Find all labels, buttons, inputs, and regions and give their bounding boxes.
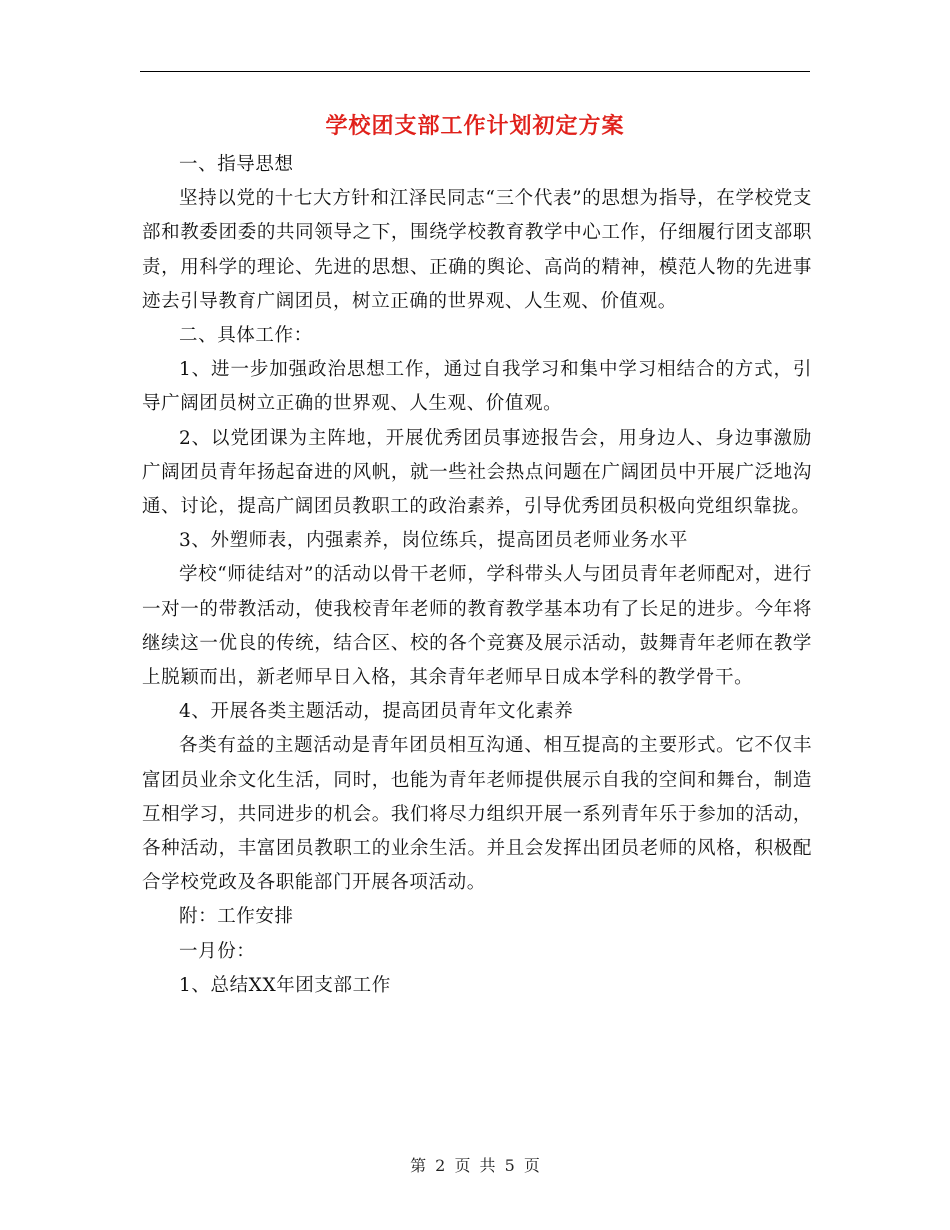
paragraph-item-1: 1、进一步加强政治思想工作，通过自我学习和集中学习相结合的方式，引导广阔团员树立正确的世界观、人生观、价值观。 xyxy=(142,359,812,415)
section-heading-specific-work: 二、具体工作： xyxy=(179,325,313,347)
appendix-heading: 附：工作安排 xyxy=(179,906,294,928)
month-heading-january: 一月份： xyxy=(179,940,256,962)
schedule-item-1: 1、总结XX年团支部工作 xyxy=(179,974,391,996)
subheading-item-3: 3、外塑师表，内强素养，岗位练兵，提高团员老师业务水平 xyxy=(179,530,688,552)
document-body xyxy=(142,148,812,1003)
page-number-footer: 第 2 页 共 5 页 xyxy=(410,1156,540,1175)
paragraph-item-2: 2、以党团课为主阵地，开展优秀团员事迹报告会，用身边人、身边事激励广阔团员青年扬起奋进的风帆，就一些社会热点问题在广阔团员中开展广泛地沟通、讨论，提高广阔团员教职工的政治素养，引导优秀团员积极向党组织靠拢。 xyxy=(142,427,812,518)
header-rule xyxy=(140,71,810,72)
subheading-item-4: 4、开展各类主题活动，提高团员青年文化素养 xyxy=(179,701,574,723)
paragraph-guiding-thought: 坚持以党的十七大方针和江泽民同志“三个代表”的思想为指导，在学校党支部和教委团委的共同领导之下，围绕学校教育教学中心工作，仔细履行团支部职责，用科学的理论、先进的思想、正确的舆论、高尚的精神，模范人物的先进事迹去引导教育广阔团员，树立正确的世界观、人生观、价值观。 xyxy=(142,188,812,312)
paragraph-item-3: 学校“师徒结对”的活动以骨干老师，学科带头人与团员青年老师配对，进行一对一的带教活动，使我校青年老师的教育教学基本功有了长足的进步。今年将继续这一优良的传统，结合区、校的各个竞赛及展示活动，鼓舞青年老师在教学上脱颖而出，新老师早日入格，其余青年老师早日成本学科的教学骨干。 xyxy=(142,564,812,689)
paragraph-item-4: 各类有益的主题活动是青年团员相互沟通、相互提高的主要形式。它不仅丰富团员业余文化生活，同时，也能为青年老师提供展示自我的空间和舞台，制造互相学习，共同进步的机会。我们将尽力组织开展一系列青年乐于参加的活动，各种活动，丰富团员教职工的业余生活。并且会发挥出团员老师的风格，积极配合学校党政及各职能部门开展各项活动。 xyxy=(142,735,812,894)
section-heading-guiding-thought: 一、指导思想 xyxy=(179,154,294,175)
document-title: 学校团支部工作计划初定方案 xyxy=(325,113,625,139)
